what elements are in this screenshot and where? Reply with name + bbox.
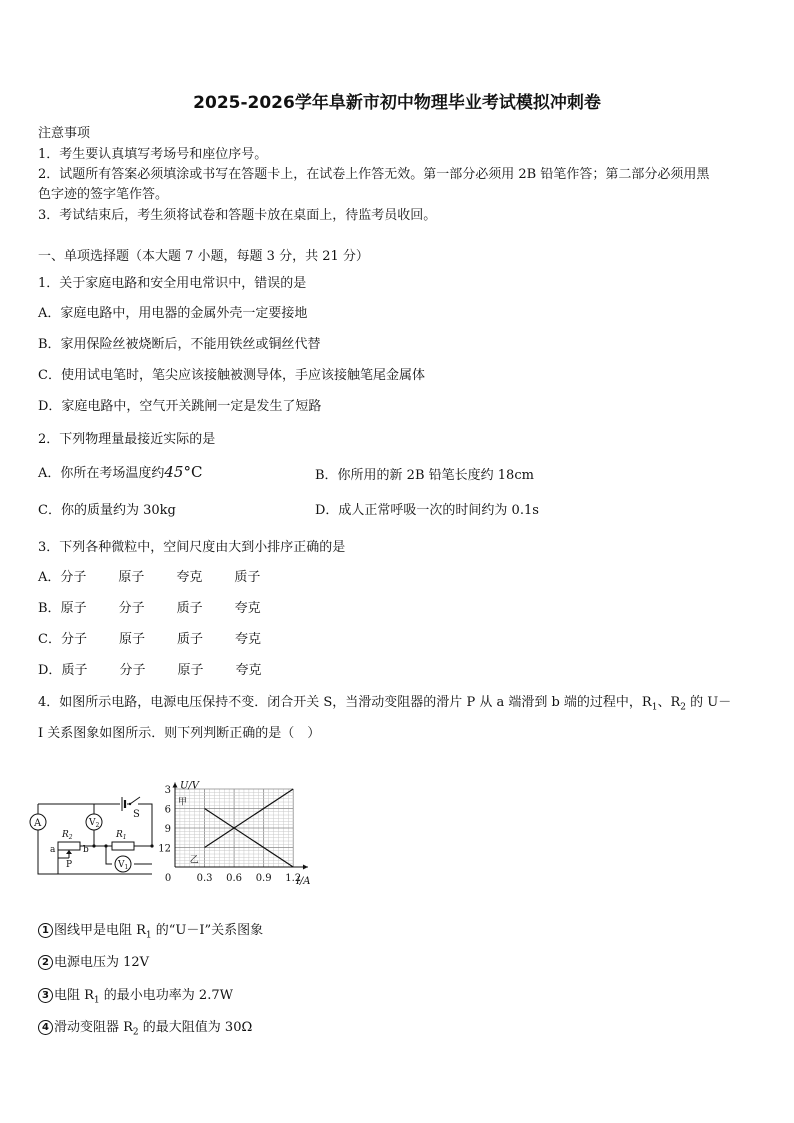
q4-stem-text: 4．如图所示电路，电源电压保持不变．闭合开关 S，当滑动变阻器的滑片 P 从 a 端滑到 b 端的过程中，R [38, 695, 652, 710]
terminal-a-label: a [50, 845, 56, 855]
statement-text: 的最大阻值为 30Ω [138, 1020, 253, 1035]
q1-stem: 1．关于家庭电路和安全用电常识中，错误的是 [38, 276, 307, 291]
option-item: 分子 [119, 663, 146, 678]
circled-number: 1 [38, 923, 53, 938]
q4-stem-text: 、R [657, 695, 681, 710]
terminal-b-label: b [83, 845, 89, 855]
r2-label: $R_2$ [62, 830, 73, 841]
statement-1 [38, 919, 263, 941]
statement-2 [38, 951, 149, 970]
q4-stem-line2: I 关系图象如图所示．则下列判断正确的是（ ） [38, 726, 321, 741]
series-yi-label: 乙 [189, 855, 199, 866]
statement-text: 的最小电功率为 2.7W [99, 988, 233, 1003]
section-heading: 一、单项选择题（本大题 7 小题，每题 3 分，共 21 分） [38, 249, 369, 264]
q3-option-b [38, 597, 293, 616]
y-tick-label: 12 [158, 843, 171, 855]
statement-text: 的“U－I”关系图象 [151, 923, 264, 938]
option-label: A． [38, 570, 61, 585]
x-axis-arrow-icon [303, 865, 308, 870]
statement-3 [38, 984, 233, 1006]
y-tick-label: 9 [164, 824, 171, 835]
statement-text: 滑动变阻器 R [54, 1020, 133, 1035]
x-tick-label: 1.2 [285, 873, 302, 884]
option-label: B． [38, 601, 61, 616]
option-item: 分子 [60, 632, 87, 647]
voltmeter-v1-label: $V_1$ [118, 860, 129, 871]
y-axis-label: U/V [180, 780, 200, 792]
series-jia-label: 甲 [177, 797, 187, 808]
ammeter-label: A [34, 818, 42, 829]
option-item: 夸克 [234, 601, 261, 616]
option-label: D． [38, 663, 62, 678]
circled-number: 2 [38, 955, 53, 970]
notice-item: 3．考试结束后，考生须将试卷和答题卡放在桌面上，待监考员收回。 [38, 208, 437, 223]
q2-option-c: C．你的质量约为 30kg [38, 503, 176, 518]
subscript: 1 [93, 995, 100, 1006]
resistor-r1 [112, 842, 134, 850]
slider-arrow-icon [66, 850, 72, 854]
q2-option-b: B．你所用的新 2B 铅笔长度约 18cm [315, 468, 534, 483]
switch-pivot [129, 803, 131, 805]
q1-option-b: B．家用保险丝被烧断后，不能用铁丝或铜丝代替 [38, 337, 321, 352]
option-item: 分子 [60, 570, 87, 585]
slider-p-label: P [66, 860, 73, 870]
subscript: 2 [680, 702, 686, 713]
x-tick-label: 0.3 [196, 873, 213, 884]
circled-number: 4 [38, 1020, 53, 1035]
q2-option-a-unit: °C [183, 463, 203, 481]
x-tick-label: 0 [164, 873, 172, 884]
circled-number: 3 [38, 988, 53, 1003]
option-item: 质子 [176, 601, 203, 616]
y-tick-label: 6 [164, 804, 171, 816]
q3-option-d [38, 659, 293, 678]
statement-text: 电阻 R [54, 988, 94, 1003]
r1-label: $R_1$ [116, 830, 127, 841]
q3-option-c [38, 628, 293, 647]
option-item: 分子 [118, 601, 145, 616]
option-item: 原子 [118, 570, 145, 585]
notice-item: 1．考生要认真填写考场号和座位序号。 [38, 147, 268, 162]
statement-4 [38, 1016, 252, 1038]
subscript: 1 [145, 930, 152, 941]
x-tick-label: 0.9 [255, 873, 272, 884]
notice-item: 2．试题所有答案必须填涂或书写在答题卡上，在试卷上作答无效。第一部分必须用 2B 铅笔作答；第二部分必须用黑 [38, 167, 710, 182]
q2-option-a-value: 45 [164, 463, 184, 481]
subscript: 2 [132, 1027, 139, 1038]
q1-option-c: C．使用试电笔时，笔尖应该接触被测导体，手应该接触笔尾金属体 [38, 368, 425, 383]
notice-item: 色字迹的签字笔作答。 [38, 187, 169, 202]
q2-stem: 2．下列物理量最接近实际的是 [38, 432, 216, 447]
option-item: 质子 [234, 570, 261, 585]
option-item: 夸克 [234, 632, 261, 647]
y-tick-label: 3 [164, 785, 171, 796]
page-title: 2025-2026学年阜新市初中物理毕业考试模拟冲刺卷 [193, 93, 601, 113]
subscript: 1 [651, 702, 658, 713]
q2-option-a [38, 462, 202, 481]
q2-option-d: D．成人正常呼吸一次的时间约为 0.1s [315, 503, 539, 518]
statement-text: 图线甲是电阻 R [54, 923, 146, 938]
y-axis-arrow-icon [173, 783, 178, 788]
q3-option-a [38, 566, 292, 585]
notice-heading: 注意事项 [38, 126, 91, 141]
q3-stem: 3．下列各种微粒中，空间尺度由大到小排序正确的是 [38, 540, 346, 555]
q4-stem-line1 [38, 691, 731, 713]
circuit-diagram [34, 788, 160, 880]
option-item: 原子 [177, 663, 204, 678]
resistor-r2 [58, 842, 80, 850]
option-item: 夸克 [176, 570, 203, 585]
voltmeter-v2-label: $V_2$ [89, 818, 100, 829]
q1-option-d: D．家庭电路中，空气开关跳闸一定是发生了短路 [38, 399, 322, 414]
x-axis-label: I/A [295, 876, 311, 887]
option-item: 质子 [61, 663, 88, 678]
switch-label: S [133, 809, 140, 820]
option-item: 原子 [60, 601, 87, 616]
statement-text: 电源电压为 12V [54, 955, 150, 970]
option-item: 原子 [118, 632, 145, 647]
option-item: 质子 [176, 632, 203, 647]
x-tick-label: 0.6 [226, 873, 243, 884]
ui-graph [158, 758, 311, 890]
q4-stem-text: 的 U－ [685, 695, 732, 710]
q2-option-a-text: A．你所在考场温度约 [38, 466, 165, 481]
option-label: C． [38, 632, 61, 647]
option-item: 夸克 [235, 663, 262, 678]
q1-option-a: A．家庭电路中，用电器的金属外壳一定要接地 [38, 306, 308, 321]
